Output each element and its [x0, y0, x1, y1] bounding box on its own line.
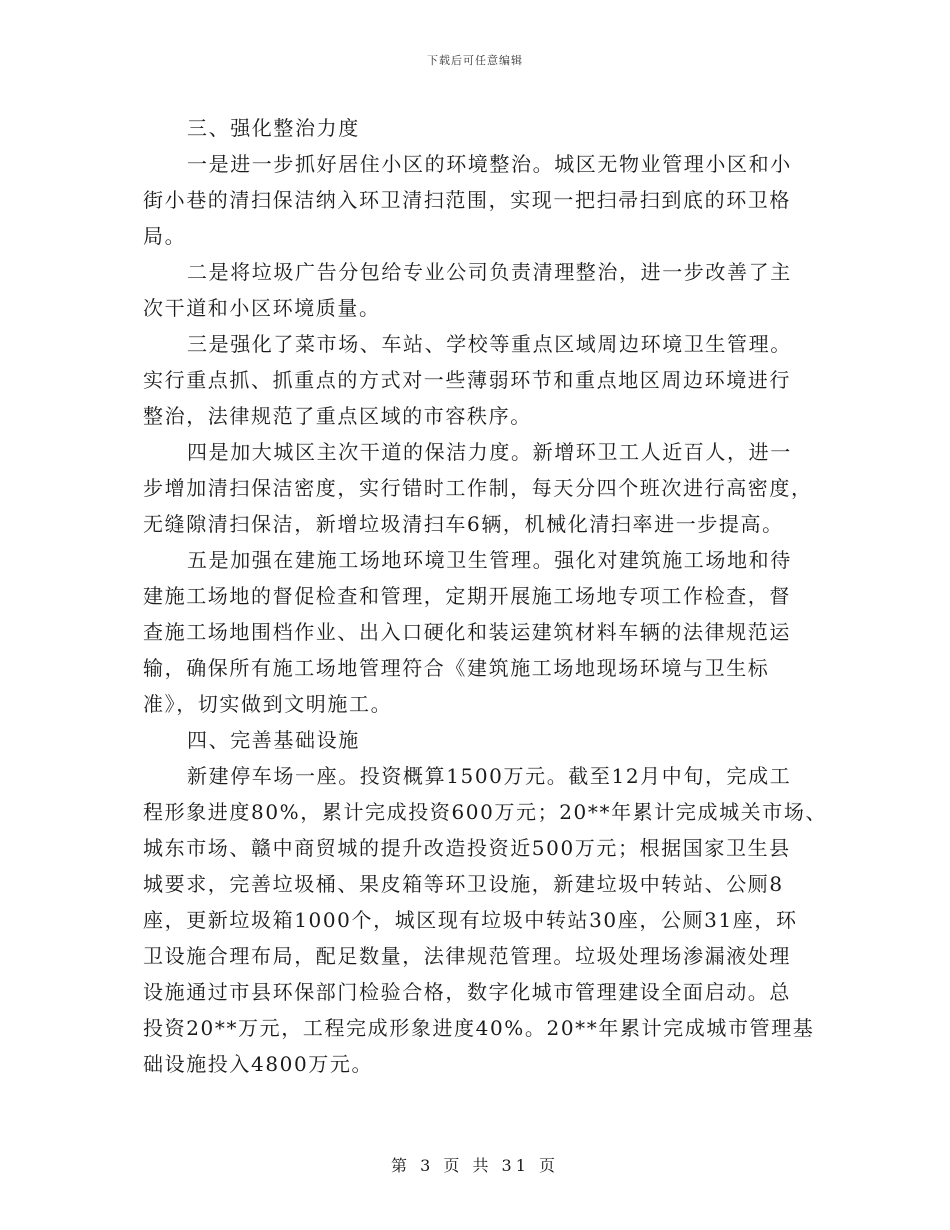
text-line: 座，更新垃圾箱1000个，城区现有垃圾中转站30座，公厕31座，环: [143, 908, 798, 932]
text-line: 实行重点抓、抓重点的方式对一些薄弱环节和重点地区周边环境进行: [143, 368, 791, 392]
text-line: 四是加大城区主次干道的保洁力度。新增环卫工人近百人，进一: [187, 440, 792, 464]
text-line: 建施工场地的督促检查和管理，定期开展施工场地专项工作检查，督: [143, 584, 791, 608]
page-footer: 第 3 页 共 31 页: [391, 1156, 559, 1175]
text-line: 查施工场地围档作业、出入口硬化和装运建筑材料车辆的法律规范运: [143, 620, 791, 644]
text-line: 四、完善基础设施: [187, 728, 360, 752]
text-line: 局。: [143, 224, 187, 248]
text-line: 步增加清扫保洁密度，实行错时工作制，每天分四个班次进行高密度，: [143, 476, 813, 500]
text-line: 准》，切实做到文明施工。: [143, 692, 393, 716]
text-line: 设施通过市县环保部门检验合格，数字化城市管理建设全面启动。总: [143, 980, 791, 1004]
text-line: 一是进一步抓好居住小区的环境整治。城区无物业管理小区和小: [187, 152, 792, 176]
text-line: 卫设施合理布局，配足数量，法律规范管理。垃圾处理场渗漏液处理: [143, 944, 791, 968]
text-line: 二是将垃圾广告分包给专业公司负责清理整治，进一步改善了主: [187, 260, 792, 284]
text-line: 次干道和小区环境质量。: [143, 296, 381, 320]
text-line: 五是加强在建施工场地环境卫生管理。强化对建筑施工场地和待: [187, 548, 792, 572]
text-line: 整治，法律规范了重点区域的市容秩序。: [143, 404, 532, 428]
document-body: [143, 110, 828, 1082]
text-line: 三是强化了菜市场、车站、学校等重点区域周边环境卫生管理。: [187, 332, 792, 356]
text-line: 新建停车场一座。投资概算1500万元。截至12月中旬，完成工: [187, 764, 792, 788]
text-line: 程形象进度80%，累计完成投资600万元；20**年累计完成城关市场、: [143, 800, 828, 824]
text-line: 城要求，完善垃圾桶、果皮箱等环卫设施，新建垃圾中转站、公厕8: [143, 872, 784, 896]
text-line: 街小巷的清扫保洁纳入环卫清扫范围，实现一把扫帚扫到底的环卫格: [143, 188, 791, 212]
text-line: 三、强化整治力度: [187, 116, 360, 140]
text-line: 城东市场、赣中商贸城的提升改造投资近500万元；根据国家卫生县: [143, 836, 791, 860]
text-line: 输，确保所有施工场地管理符合《建筑施工场地现场环境与卫生标: [143, 656, 770, 680]
text-line: 投资20**万元，工程完成形象进度40%。20**年累计完成城市管理基: [143, 1016, 815, 1040]
text-line: 无缝隙清扫保洁，新增垃圾清扫车6辆，机械化清扫率进一步提高。: [143, 512, 784, 536]
text-line: 础设施投入4800万元。: [143, 1052, 374, 1076]
page-header: 下载后可任意编辑: [427, 54, 523, 67]
